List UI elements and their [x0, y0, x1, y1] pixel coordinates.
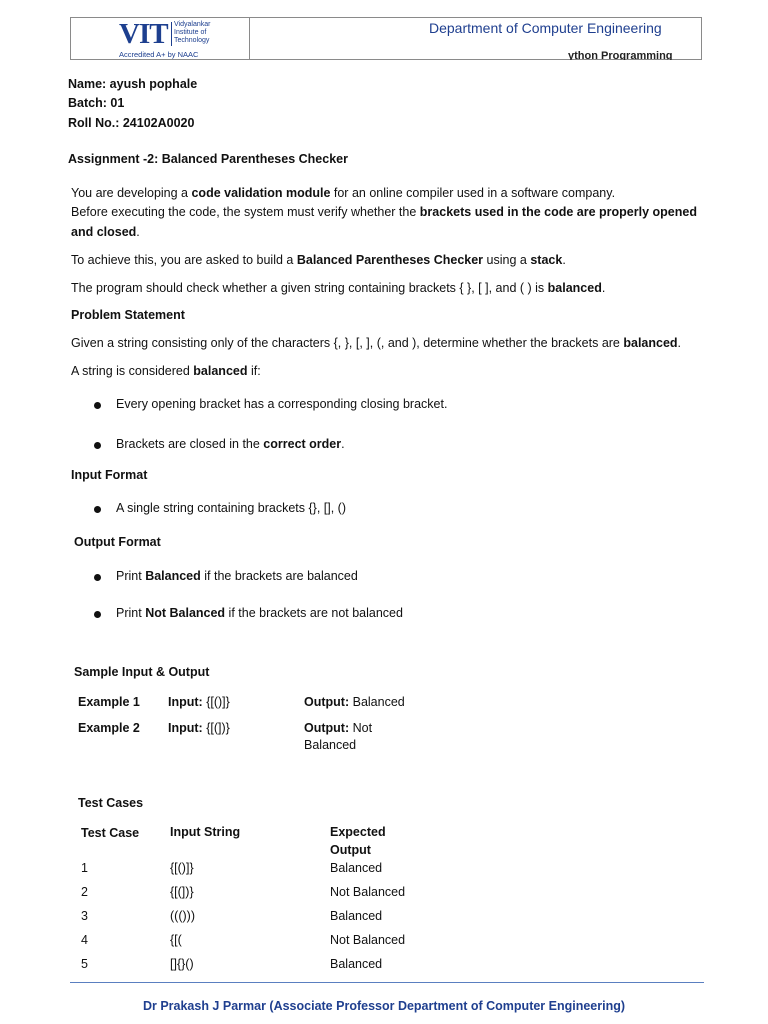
test-case-input: []{}()	[170, 957, 194, 971]
output-format-item-2: Print Not Balanced if the brackets are not balanced	[116, 606, 403, 620]
bullet-icon	[94, 574, 101, 581]
col-header-input-string: Input String	[170, 825, 241, 839]
sample-heading: Sample Input & Output	[74, 665, 210, 679]
test-case-number: 1	[81, 861, 88, 875]
assignment-title: Assignment -2: Balanced Parentheses Checker	[68, 152, 348, 166]
balanced-rule-2: Brackets are closed in the correct order.	[116, 437, 345, 451]
output-format-item-1: Print Balanced if the brackets are balanced	[116, 569, 358, 583]
test-case-expected: Balanced	[330, 861, 383, 875]
test-case-number: 3	[81, 909, 88, 923]
intro-line-5: The program should check whether a given string containing brackets { }, [ ], and ( ) is balanced.	[71, 281, 606, 295]
test-case-number: 2	[81, 885, 88, 899]
test-case-input: {[(	[170, 933, 182, 947]
example-output: Output: Not	[304, 721, 373, 735]
logo-text: VIT	[119, 18, 168, 50]
test-cases-heading: Test Cases	[78, 796, 144, 810]
page-header	[70, 17, 702, 60]
test-case-expected: Not Balanced	[330, 885, 406, 899]
col-header-output: Output	[330, 843, 371, 857]
intro-line-2: Before executing the code, the system must verify whether the brackets used in the code are properly opened	[71, 205, 697, 219]
logo-accreditation: Accredited A+ by NAAC	[119, 50, 199, 59]
intro-line-1: You are developing a code validation module for an online compiler used in a software company.	[71, 186, 616, 200]
logo-institute-name: Vidyalankar Institute of Technology	[174, 21, 211, 44]
student-roll: Roll No.: 24102A0020	[68, 116, 195, 130]
test-case-expected: Balanced	[330, 909, 383, 923]
test-case-input: ((()))	[170, 909, 195, 923]
bullet-icon	[94, 442, 101, 449]
bullet-icon	[94, 506, 101, 513]
problem-heading: Problem Statement	[71, 308, 185, 322]
footer-rule	[70, 982, 704, 983]
test-case-number: 5	[81, 957, 88, 971]
test-case-input: {[()]}	[170, 861, 194, 875]
header-divider	[249, 18, 250, 59]
bullet-icon	[94, 611, 101, 618]
example-label: Example 1	[78, 695, 140, 709]
student-batch: Batch: 01	[68, 96, 125, 110]
bullet-icon	[94, 402, 101, 409]
subject-title: ython Programming	[568, 51, 673, 60]
example-output-cont: Balanced	[304, 738, 357, 752]
input-format-item: A single string containing brackets {}, [], ()	[116, 501, 346, 515]
test-case-number: 4	[81, 933, 88, 947]
logo-divider	[171, 22, 172, 46]
problem-line-1: Given a string consisting only of the characters {, }, [, ], (, and ), determine whether the brackets are balanced.	[71, 336, 682, 350]
example-input: Input: {[()]}	[168, 695, 230, 709]
vit-logo	[117, 20, 247, 58]
department-title: Department of Computer Engineering	[429, 20, 662, 36]
col-header-test-case: Test Case	[81, 826, 140, 840]
test-case-input: {[(])}	[170, 885, 194, 899]
example-output: Output: Balanced	[304, 695, 405, 709]
student-name: Name: ayush pophale	[68, 77, 198, 91]
intro-line-4: To achieve this, you are asked to build a Balanced Parentheses Checker using a stack.	[71, 253, 566, 267]
input-format-heading: Input Format	[71, 468, 148, 482]
page-footer: Dr Prakash J Parmar (Associate Professor Department of Computer Engineering)	[142, 999, 626, 1013]
problem-line-2: A string is considered balanced if:	[71, 364, 261, 378]
example-input: Input: {[(])}	[168, 721, 230, 735]
test-case-expected: Not Balanced	[330, 933, 406, 947]
example-label: Example 2	[78, 721, 140, 735]
col-header-expected: Expected	[330, 825, 386, 839]
output-format-heading: Output Format	[74, 535, 161, 549]
test-case-expected: Balanced	[330, 957, 383, 971]
balanced-rule-1: Every opening bracket has a corresponding closing bracket.	[116, 397, 448, 411]
intro-line-3: and closed.	[71, 225, 140, 239]
